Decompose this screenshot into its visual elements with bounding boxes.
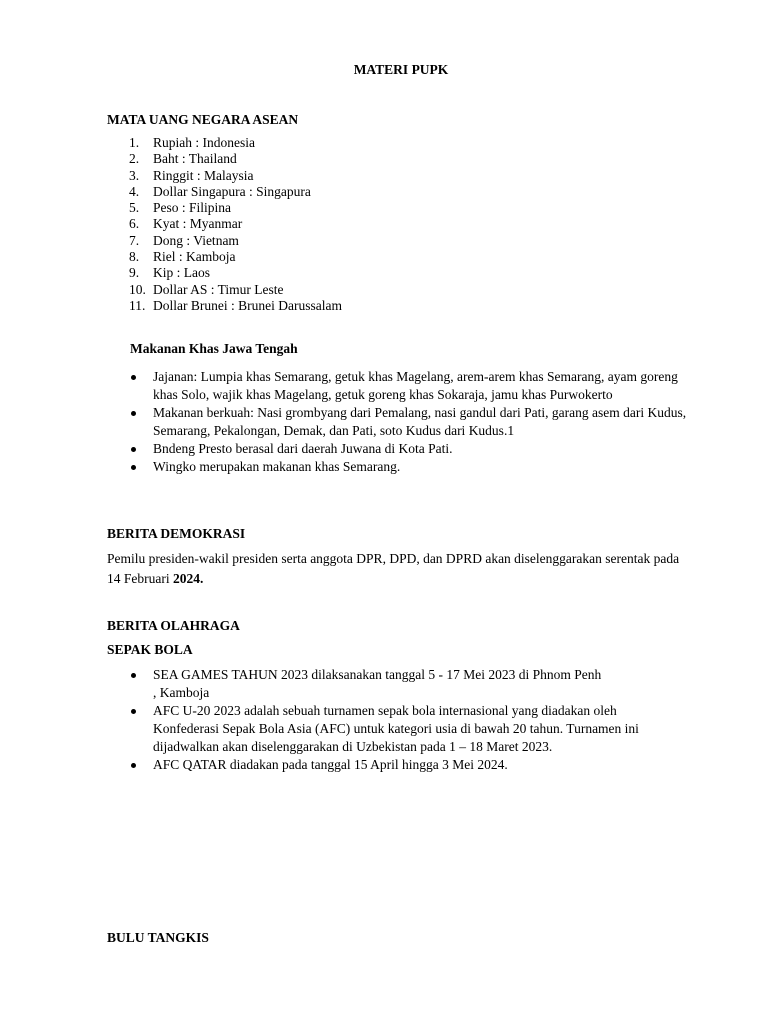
list-number: 1. [129,135,140,150]
bullet-icon [131,411,136,416]
list-item-text: Dollar Singapura : Singapura [153,183,311,199]
list-number: 10. [129,281,146,297]
list-number: 7. [129,232,140,248]
sports-heading: BERITA OLAHRAGA [107,618,240,633]
list-item [130,440,700,458]
bullet-icon [131,709,136,714]
bullet-icon [131,465,136,470]
list-item [108,135,342,151]
list-item [130,666,685,702]
list-item-text: Jajanan: Lumpia khas Semarang, getuk khas Magelang, arem-arem khas Semarang, ayam goreng khas Solo, wajik khas Magelang, getuk goreng khas Sokaraja, jamu khas Purwokerto [153,369,678,402]
document-title: MATERI PUPK [353,62,449,77]
bullet-icon [131,763,136,768]
list-item [130,702,685,756]
list-item [108,151,342,167]
food-list [130,368,700,476]
list-number: 9. [129,265,140,281]
list-number: 3. [129,167,140,183]
list-item-text: AFC QATAR diadakan pada tanggal 15 April hingga 3 Mei 2024. [153,757,508,772]
list-item [130,458,700,476]
list-item-text: Riel : Kamboja [153,249,236,265]
list-item [130,404,700,440]
list-item [130,368,700,404]
list-item [108,282,342,298]
list-number: 6. [129,216,140,232]
list-number: 5. [129,200,140,216]
list-item [108,265,342,281]
list-item-text: Peso : Filipina [153,200,232,216]
bullet-icon [131,447,136,452]
football-subheading: SEPAK BOLA [107,642,193,657]
list-item-text: Dollar Brunei : Brunei Darussalam [153,297,342,313]
currency-list [108,135,342,314]
list-item-text: Baht : Thailand [153,151,237,167]
list-item [108,200,342,216]
list-item-text: Kyat : Myanmar [153,216,243,232]
list-number: 8. [129,249,140,265]
democracy-year: 2024. [172,570,204,586]
democracy-paragraph [107,549,687,588]
list-number: 2. [129,151,140,167]
list-number: 4. [129,183,140,199]
democracy-heading: BERITA DEMOKRASI [107,526,246,541]
list-item [108,184,342,200]
bullet-icon [131,673,136,678]
list-item-text: Dollar AS : Timur Leste [153,281,284,297]
list-item [108,168,342,184]
list-item [108,216,342,232]
list-item-text: AFC U-20 2023 adalah sebuah turnamen sepak bola internasional yang diadakan oleh Konfederasi Sepak Bola Asia (AFC) untuk kategori usia di bawah 20 tahun. Turnamen ini dijadwalkan akan diselenggarakan di Uzbekistan pada 1 – 18 Maret 2023. [153,703,639,754]
list-number: 11. [129,297,146,313]
list-item-text: Ringgit : Malaysia [153,167,254,183]
bullet-icon [131,375,136,380]
democracy-text: Pemilu presiden-wakil presiden serta anggota DPR, DPD, dan DPRD akan diselenggarakan serentak pada 14 Februari [107,551,680,586]
list-item-text: Rupiah : Indonesia [153,135,255,150]
list-item-text: Wingko merupakan makanan khas Semarang. [153,459,401,474]
list-item [108,298,342,314]
list-item-text: Dong : Vietnam [153,232,239,248]
list-item-text: Makanan berkuah: Nasi grombyang dari Pemalang, nasi gandul dari Pati, garang asem dari Kudus, Semarang, Pekalongan, Demak, dan Pati, soto Kudus dari Kudus.1 [153,405,687,438]
badminton-heading: BULU TANGKIS [107,930,209,945]
list-item-text: Kip : Laos [153,265,210,281]
list-item-text: SEA GAMES TAHUN 2023 dilaksanakan tanggal 5 - 17 Mei 2023 di Phnom Penh , Kamboja [153,667,602,700]
list-item [130,756,685,774]
list-item-text: Bndeng Presto berasal dari daerah Juwana di Kota Pati. [153,441,453,456]
food-heading: Makanan Khas Jawa Tengah [130,341,298,356]
sports-list [130,666,685,774]
list-item [108,233,342,249]
currency-heading: MATA UANG NEGARA ASEAN [107,112,299,127]
list-item [108,249,342,265]
